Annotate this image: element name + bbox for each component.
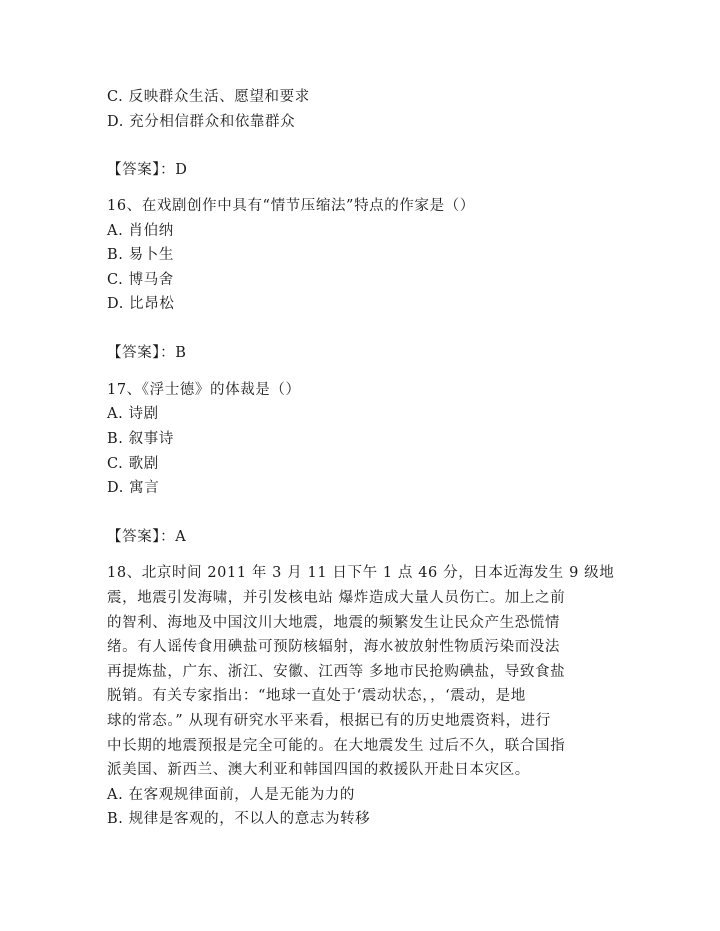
q18-stem-line: 脱销。有关专家指出：“地球一直处于‘震动状态，，‘震动，是地: [107, 688, 526, 704]
q16-option-d: D. 比昂松: [107, 296, 175, 312]
q17-option-b: B. 叙事诗: [107, 431, 174, 447]
q17-option-c: C. 歌剧: [107, 456, 159, 472]
q18-stem-line: 震，地震引发海啸，并引发核电站 爆炸造成大量人员伤亡。加上之前: [107, 590, 566, 606]
q17-stem: 17、《浮士德》的体裁是（）: [107, 382, 301, 398]
q18-stem-line: 派美国、新西兰、澳大利亚和韩国四国的救援队开赴日本灾区。: [107, 762, 530, 778]
q17-answer: 【答案】：A: [107, 529, 187, 545]
q15-answer: 【答案】：D: [107, 162, 188, 178]
q18-option-a: A. 在客观规律面前，人是无能为力的: [107, 787, 355, 803]
q18-stem-line: 球的常态。” 从现有研究水平来看，根据已有的历史地震资料，进行: [107, 713, 551, 729]
q18-stem-line: 18、北京时间 2011 年 3 月 11 日下午 1 点 46 分，日本近海发生 9 级地: [107, 565, 615, 581]
q18-stem-line: 再提炼盐，广东、浙江、安徽、江西等 多地市民抢购碘盐，导致食盐: [107, 664, 566, 680]
q18-stem-line: 的智利、海地及中国汶川大地震，地震的频繁发生让民众产生恐慌情: [107, 615, 560, 631]
q16-option-c: C. 博马舍: [107, 272, 174, 288]
q18-stem-line: 中长期的地震预报是完全可能的。在大地震发生 过后不久，联合国指: [107, 738, 566, 754]
q16-answer: 【答案】：B: [107, 345, 187, 361]
q16-stem: 16、在戏剧创作中具有“情节压缩法”特点的作家是（）: [107, 198, 475, 214]
q16-option-b: B. 易卜生: [107, 247, 174, 263]
q15-option-d: D. 充分相信群众和依靠群众: [107, 114, 296, 130]
q16-option-a: A. 肖伯纳: [107, 223, 174, 239]
q18-stem-line: 绪。有人谣传食用碘盐可预防核辐射，海水被放射性物质污染而没法: [107, 639, 560, 655]
q17-option-a: A. 诗剧: [107, 406, 159, 422]
q15-option-c: C. 反映群众生活、愿望和要求: [107, 89, 310, 105]
q17-option-d: D. 寓言: [107, 480, 160, 496]
q18-option-b: B. 规律是客观的，不以人的意志为转移: [107, 811, 371, 827]
